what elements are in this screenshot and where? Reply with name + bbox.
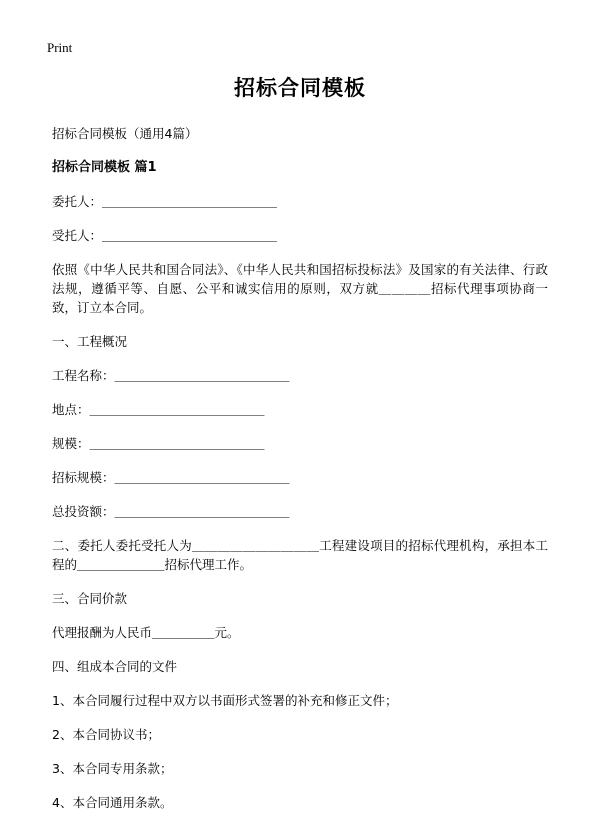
document-paragraph: 规模：＿＿＿＿＿＿＿＿＿＿＿＿＿＿ <box>52 436 265 451</box>
document-paragraph: 代理报酬为人民币＿＿＿＿＿元。 <box>52 625 240 640</box>
document-paragraph: 地点：＿＿＿＿＿＿＿＿＿＿＿＿＿＿ <box>52 402 265 417</box>
page-title: 招标合同模板 <box>234 76 366 100</box>
document-paragraph: 2、本合同协议书； <box>52 727 160 742</box>
document-paragraph: 委托人：＿＿＿＿＿＿＿＿＿＿＿＿＿＿ <box>52 194 278 209</box>
document-paragraph: 3、本合同专用条款； <box>52 761 173 776</box>
document-paragraph: 工程名称：＿＿＿＿＿＿＿＿＿＿＿＿＿＿ <box>52 368 290 383</box>
document-paragraph: 4、本合同通用条款。 <box>52 795 173 810</box>
document-paragraph: 依照《中华人民共和国合同法》、《中华人民共和国招标投标法》及国家的有关法律、行政法规，遵循平等、自愿、公平和诚实信用的原则，双方就＿＿＿＿招标代理事项协商一致，订立本合同。 <box>52 262 548 315</box>
document-paragraph: 招标合同模板（通用4篇） <box>52 126 198 141</box>
document-body <box>52 124 548 812</box>
document-paragraph: 招标合同模板 篇1 <box>52 160 157 175</box>
document-paragraph: 二、委托人委托受托人为＿＿＿＿＿＿＿＿＿＿工程建设项目的招标代理机构，承担本工程的＿＿＿＿＿＿＿招标代理工作。 <box>52 538 548 572</box>
document-paragraph: 受托人：＿＿＿＿＿＿＿＿＿＿＿＿＿＿ <box>52 228 278 243</box>
document-paragraph: 一、工程概况 <box>52 334 128 349</box>
document-paragraph: 三、合同价款 <box>52 591 128 606</box>
print-button[interactable]: Print <box>47 40 73 55</box>
document-paragraph: 招标规模：＿＿＿＿＿＿＿＿＿＿＿＿＿＿ <box>52 470 290 485</box>
document-paragraph: 1、本合同履行过程中双方以书面形式签署的补充和修正文件； <box>52 693 398 708</box>
document-paragraph: 总投资额：＿＿＿＿＿＿＿＿＿＿＿＿＿＿ <box>52 504 290 519</box>
document-paragraph: 四、组成本合同的文件 <box>52 659 178 674</box>
